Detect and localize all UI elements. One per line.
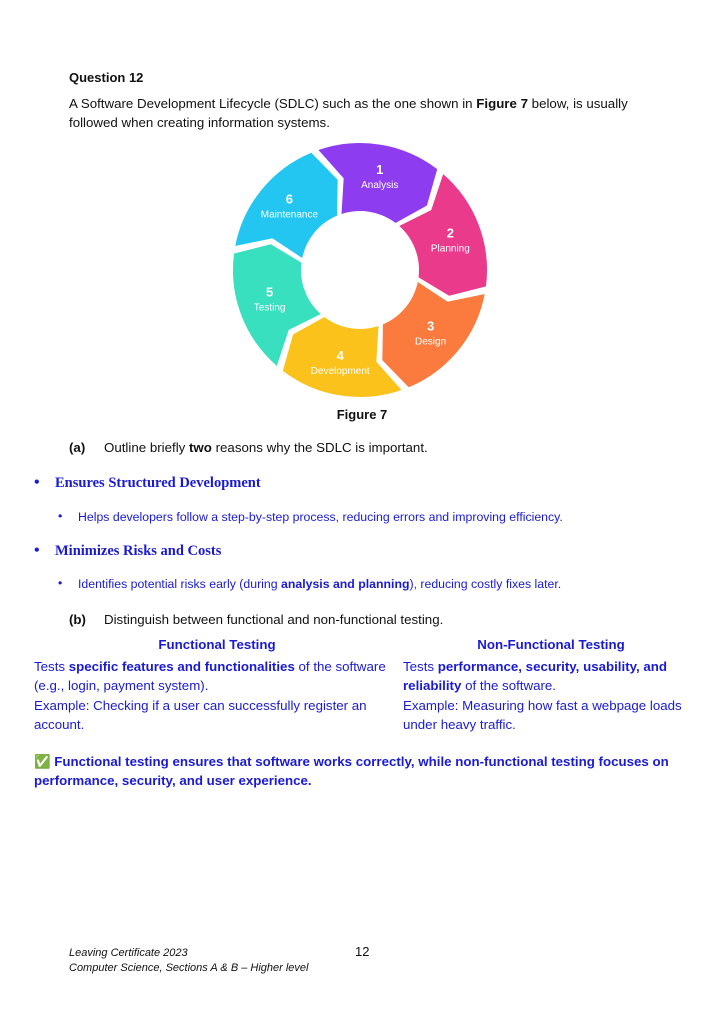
sdlc-stage-label: Planning xyxy=(430,243,470,255)
non-functional-desc-bold: performance, security, usability, and reliability xyxy=(403,659,668,693)
part-b-question xyxy=(69,612,669,630)
footer-section-title: Computer Science, Sections A & B – Higher level xyxy=(69,962,309,974)
answer-a2-detail-bold: analysis and planning xyxy=(281,577,410,591)
question-intro xyxy=(69,95,649,132)
footer-exam-title: Leaving Certificate 2023 xyxy=(69,947,188,959)
part-b-text: Distinguish between functional and non-functional testing. xyxy=(104,612,444,627)
functional-testing-heading: Functional Testing xyxy=(158,637,276,652)
answer-a2-detail xyxy=(58,577,658,595)
functional-testing-example: Example: Checking if a user can successfully register an account. xyxy=(34,698,367,732)
sdlc-segment-design xyxy=(381,280,486,388)
sdlc-stage-number: 6 xyxy=(285,191,294,207)
part-a-label: (a) xyxy=(69,440,86,455)
answer-a1-detail-a: Helps developers follow a step-by-step process, reducing errors and improving efficiency. xyxy=(78,510,563,524)
sdlc-stage-number: 5 xyxy=(266,284,274,300)
intro-figure-ref: Figure 7 xyxy=(476,96,528,111)
functional-desc-a: Tests xyxy=(34,659,69,674)
answer-a1-heading xyxy=(34,475,634,495)
part-a-text xyxy=(104,440,428,455)
sdlc-stage-number: 3 xyxy=(426,318,435,334)
part-a-question xyxy=(69,440,669,458)
sdlc-stage-label: Analysis xyxy=(361,180,399,192)
intro-text-b: below, is usually followed when creating information systems. xyxy=(69,96,628,130)
non-functional-desc-a: Tests xyxy=(403,659,438,674)
sdlc-stage-label: Testing xyxy=(253,302,286,314)
part-a-text-a: Outline briefly xyxy=(104,440,189,455)
non-functional-testing-description xyxy=(403,657,693,695)
summary-statement: ✅ Functional testing ensures that software works correctly, while non-functional testing focuses on performance, security, and user experience. xyxy=(34,754,669,788)
non-functional-testing-example: Example: Measuring how fast a webpage loads under heavy traffic. xyxy=(403,698,682,732)
functional-desc-b: of the software (e.g., login, payment system). xyxy=(34,659,386,693)
part-a-text-b: reasons why the SDLC is important. xyxy=(211,440,428,455)
answer-a2-heading-text: • Minimizes Risks and Costs xyxy=(55,543,222,559)
page-number: 12 xyxy=(355,944,370,959)
sdlc-stage-number: 2 xyxy=(446,225,454,241)
sdlc-stage-number: 4 xyxy=(336,347,344,363)
answer-a1-detail xyxy=(58,510,658,528)
question-title: Question 12 xyxy=(69,70,144,85)
sdlc-stage-label: Design xyxy=(415,336,447,348)
answer-a1-detail-text xyxy=(78,510,563,524)
answer-a2-detail-a: Identifies potential risks early (during xyxy=(78,577,281,591)
functional-desc-bold: specific features and functionalities xyxy=(68,659,295,674)
sdlc-stage-label: Maintenance xyxy=(260,209,319,221)
answer-a1-heading-text: • Ensures Structured Development xyxy=(55,475,261,491)
sdlc-stage-number: 1 xyxy=(376,162,384,178)
functional-testing-description xyxy=(34,657,394,695)
sdlc-stage-label: Development xyxy=(310,365,370,377)
non-functional-desc-b: of the software. xyxy=(461,678,556,693)
figure-caption: Figure 7 xyxy=(336,407,388,422)
part-b-label: (b) xyxy=(69,612,86,627)
sdlc-cycle-diagram xyxy=(225,133,495,403)
answer-a2-detail-text xyxy=(78,577,561,591)
answer-a2-heading xyxy=(34,543,634,563)
answer-a2-detail-b: ), reducing costly fixes later. xyxy=(409,577,562,591)
intro-text-a: A Software Development Lifecycle (SDLC) such as the one shown in xyxy=(69,96,477,111)
non-functional-testing-heading: Non-Functional Testing xyxy=(477,637,625,652)
part-a-text-bold: two xyxy=(189,440,212,455)
